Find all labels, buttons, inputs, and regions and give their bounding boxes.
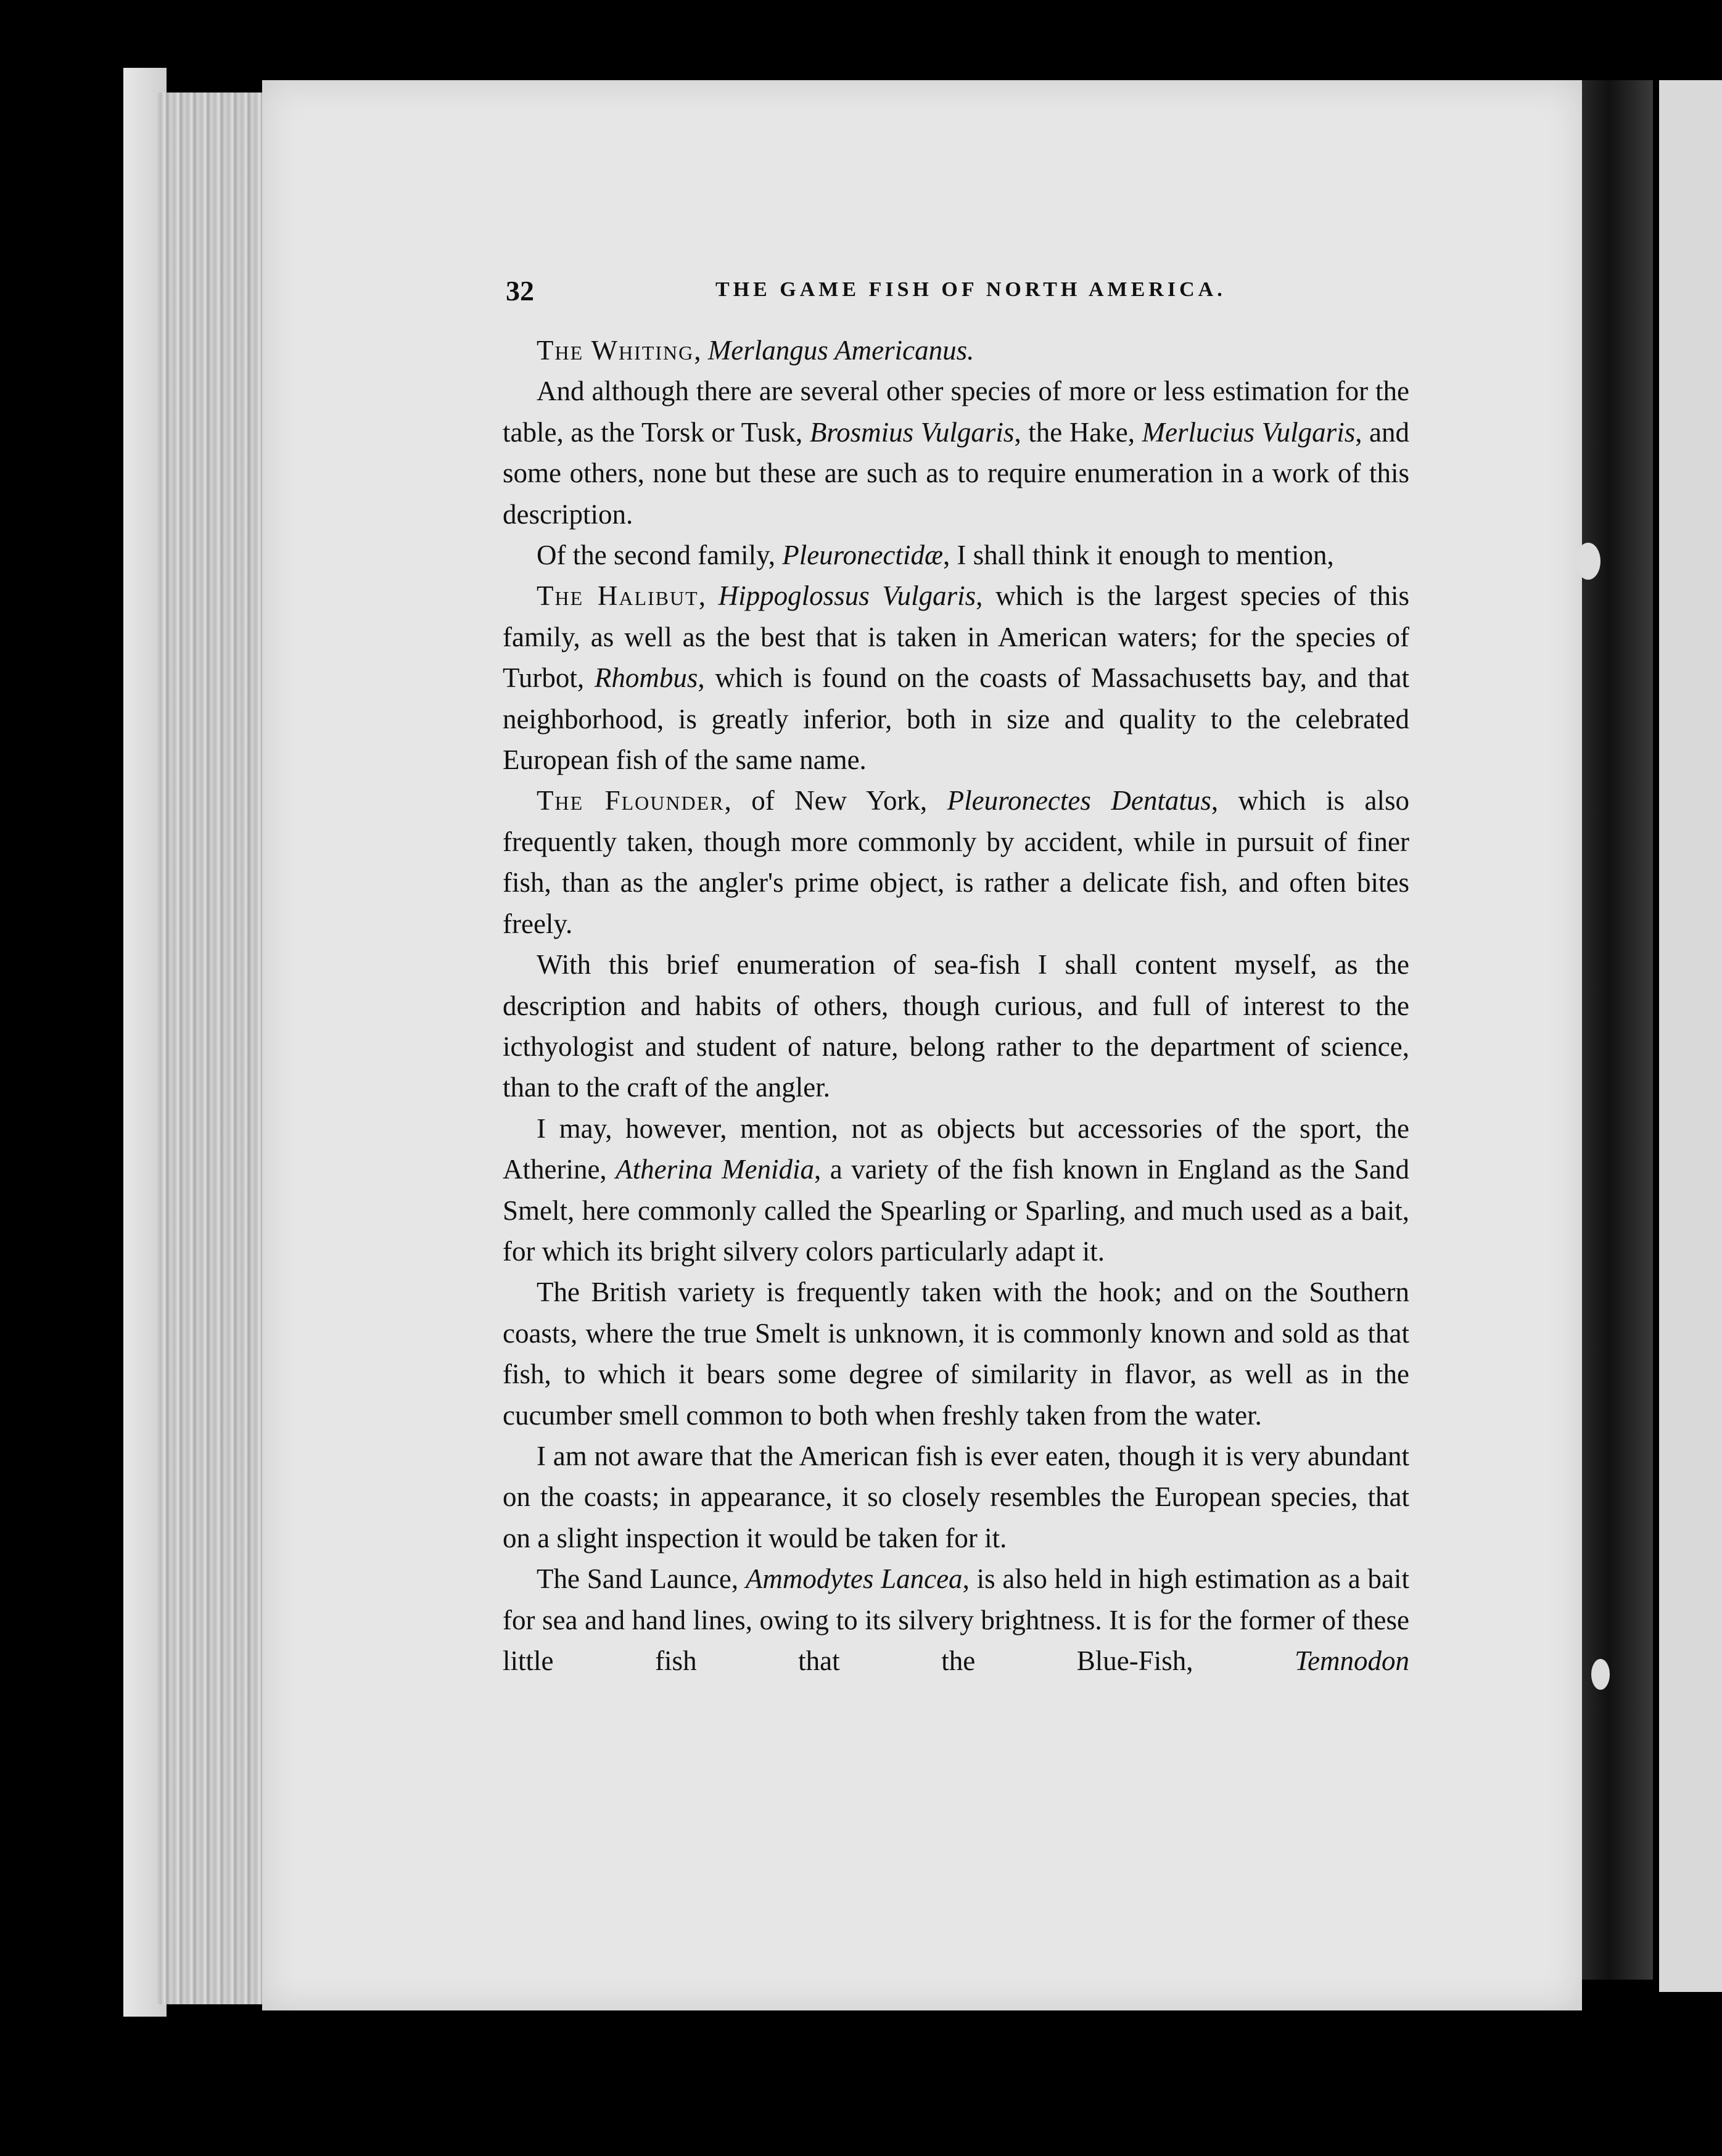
paragraph (503, 1272, 1409, 1436)
italic-text: Pleuronectes Dentatus (947, 785, 1211, 817)
text-run: , the Hake, (1014, 416, 1142, 448)
italic-text: Ammodytes Lancea (745, 1563, 963, 1595)
italic-text: Hippoglossus Vulgaris (718, 580, 976, 612)
italic-text: Rhombus (594, 662, 698, 694)
small-caps-heading: The Flounder (537, 785, 725, 817)
running-head (506, 274, 1554, 311)
paragraph (503, 575, 1409, 780)
text-run: I may, however, mention, not as objects but accessories of the sport, the Atherine, (503, 1113, 1409, 1185)
text-run: , is also held in high estimation as a bait for sea and hand lines, owing to its silvery brightness. It is for the former of these little fish that the Blue-Fish, (503, 1563, 1409, 1676)
italic-text: Brosmius Vulgaris (809, 416, 1015, 448)
paragraph (503, 330, 1409, 371)
text-run: The Sand Launce, (537, 1563, 746, 1595)
book-page-edges (157, 93, 265, 2004)
paragraph (503, 1436, 1409, 1558)
small-caps-heading: The Whiting (537, 335, 694, 366)
italic-text: Merlangus Americanus. (707, 335, 974, 366)
text-run: , which is found on the coasts of Massachusetts bay, and that neighborhood, is greatly inferior, both in size and quality to the celebrated European fish of the same name. (503, 662, 1409, 776)
dust-speck (1576, 543, 1600, 580)
italic-text: Atherina Menidia (616, 1154, 815, 1185)
text-run: , which is the largest species of this family, as well as the best that is taken in American waters; for the species of Turbot, (503, 580, 1409, 694)
paragraph (503, 371, 1409, 535)
text-run: Of the second family, (537, 540, 783, 571)
text-run: , which is also frequently taken, though more commonly by accident, while in pursuit of finer fish, than as the angler's prime object, is rather a delicate fish, and often bites freely. (503, 785, 1409, 939)
text-run: And although there are several other species of more or less estimation for the table, as the Torsk or Tusk, (503, 376, 1409, 448)
running-title: THE GAME FISH OF NORTH AMERICA. (715, 278, 1226, 301)
text-run: , and some others, none but these are such as to require enumeration in a work of this description. (503, 416, 1409, 530)
paragraph (503, 944, 1409, 1108)
italic-text: Pleuronectidæ (782, 540, 943, 571)
italic-text: Merlucius Vulgaris (1142, 416, 1356, 448)
italic-text: Temnodon (1295, 1645, 1409, 1676)
text-run: With this brief enumeration of sea-fish I shall content myself, as the description and habits of others, though curious, and full of interest to the icthyologist and student of nature, belong rather to the department of science, than to the craft of the angler. (503, 949, 1409, 1103)
text-run: , I shall think it enough to mention, (943, 540, 1334, 571)
text-run: , a variety of the fish known in England as the Sand Smelt, here commonly called the Spearling or Sparling, and much used as a bait, for which its bright silvery colors particularly adapt it. (503, 1154, 1409, 1267)
paragraph (503, 780, 1409, 944)
small-caps-heading: The Halibut (537, 580, 699, 612)
paragraph (503, 1558, 1409, 1681)
text-run: , (694, 335, 708, 366)
binding-shadow (1579, 80, 1653, 1980)
text-run: The British variety is frequently taken with the hook; and on the Southern coasts, where the true Smelt is unknown, it is commonly known and sold as that fish, to which it bears some degree of similarity in flavor, as well as in the cucumber smell common to both when freshly taken from the water. (503, 1277, 1409, 1431)
body-text (503, 330, 1409, 1681)
dust-speck (1591, 1659, 1610, 1690)
paragraph (503, 535, 1409, 575)
page-number: 32 (506, 275, 534, 307)
text-run: , (698, 580, 719, 612)
text-run: , of New York, (724, 785, 947, 817)
facing-page-edge (1659, 80, 1722, 1992)
text-run: I am not aware that the American fish is ever eaten, though it is very abundant on the coasts; in appearance, it so closely resembles the European species, that on a slight inspection it would be taken for it. (503, 1440, 1409, 1553)
paragraph (503, 1108, 1409, 1272)
